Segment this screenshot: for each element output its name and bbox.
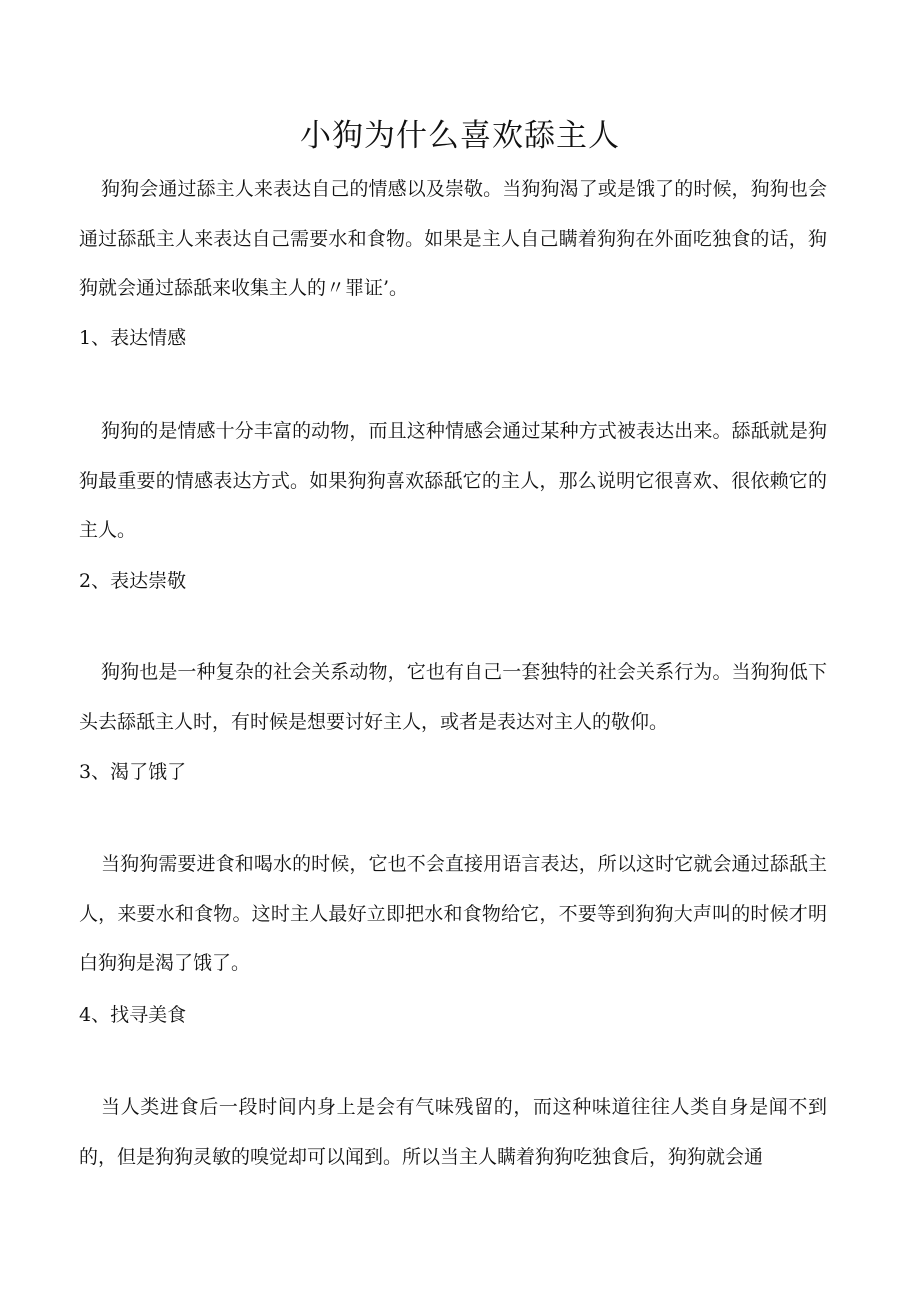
section-heading-respect: 2、表达崇敬 <box>79 570 187 592</box>
section-heading-hungry-thirsty: 3、渴了饿了 <box>79 761 187 783</box>
section-body-hungry-thirsty: 当狗狗需要进食和喝水的时候，它也不会直接用语言表达，所以这时它就会通过舔舐主人，来要水和食物。这时主人最好立即把水和食物给它，不要等到狗狗大声叫的时候才明白狗狗是渴了饿了。 <box>79 853 827 974</box>
document-title: 小狗为什么喜欢舔主人 <box>300 118 620 154</box>
section-body-respect: 狗狗也是一种复杂的社会关系动物，它也有自己一套独特的社会关系行为。当狗狗低下头去舔舐主人时，有时候是想要讨好主人，或者是表达对主人的敬仰。 <box>79 661 827 733</box>
section-heading-emotion: 1、表达情感 <box>79 327 187 349</box>
section-body-emotion: 狗狗的是情感十分丰富的动物，而且这种情感会通过某种方式被表达出来。舔舐就是狗狗最重要的情感表达方式。如果狗狗喜欢舔舐它的主人，那么说明它很喜欢、很依赖它的主人。 <box>79 420 827 541</box>
intro-paragraph: 狗狗会通过舔主人来表达自己的情感以及崇敬。当狗狗渴了或是饿了的时候，狗狗也会通过舔舐主人来表达自己需要水和食物。如果是主人自己瞒着狗狗在外面吃独食的话，狗狗就会通过舔舐来收集主人的〃罪证’。 <box>79 178 827 299</box>
section-body-find-food: 当人类进食后一段时间内身上是会有气味残留的，而这种味道往往人类自身是闻不到的，但是狗狗灵敏的嗅觉却可以闻到。所以当主人瞒着狗狗吃独食后，狗狗就会通 <box>79 1096 827 1168</box>
section-heading-find-food: 4、找寻美食 <box>79 1004 187 1026</box>
